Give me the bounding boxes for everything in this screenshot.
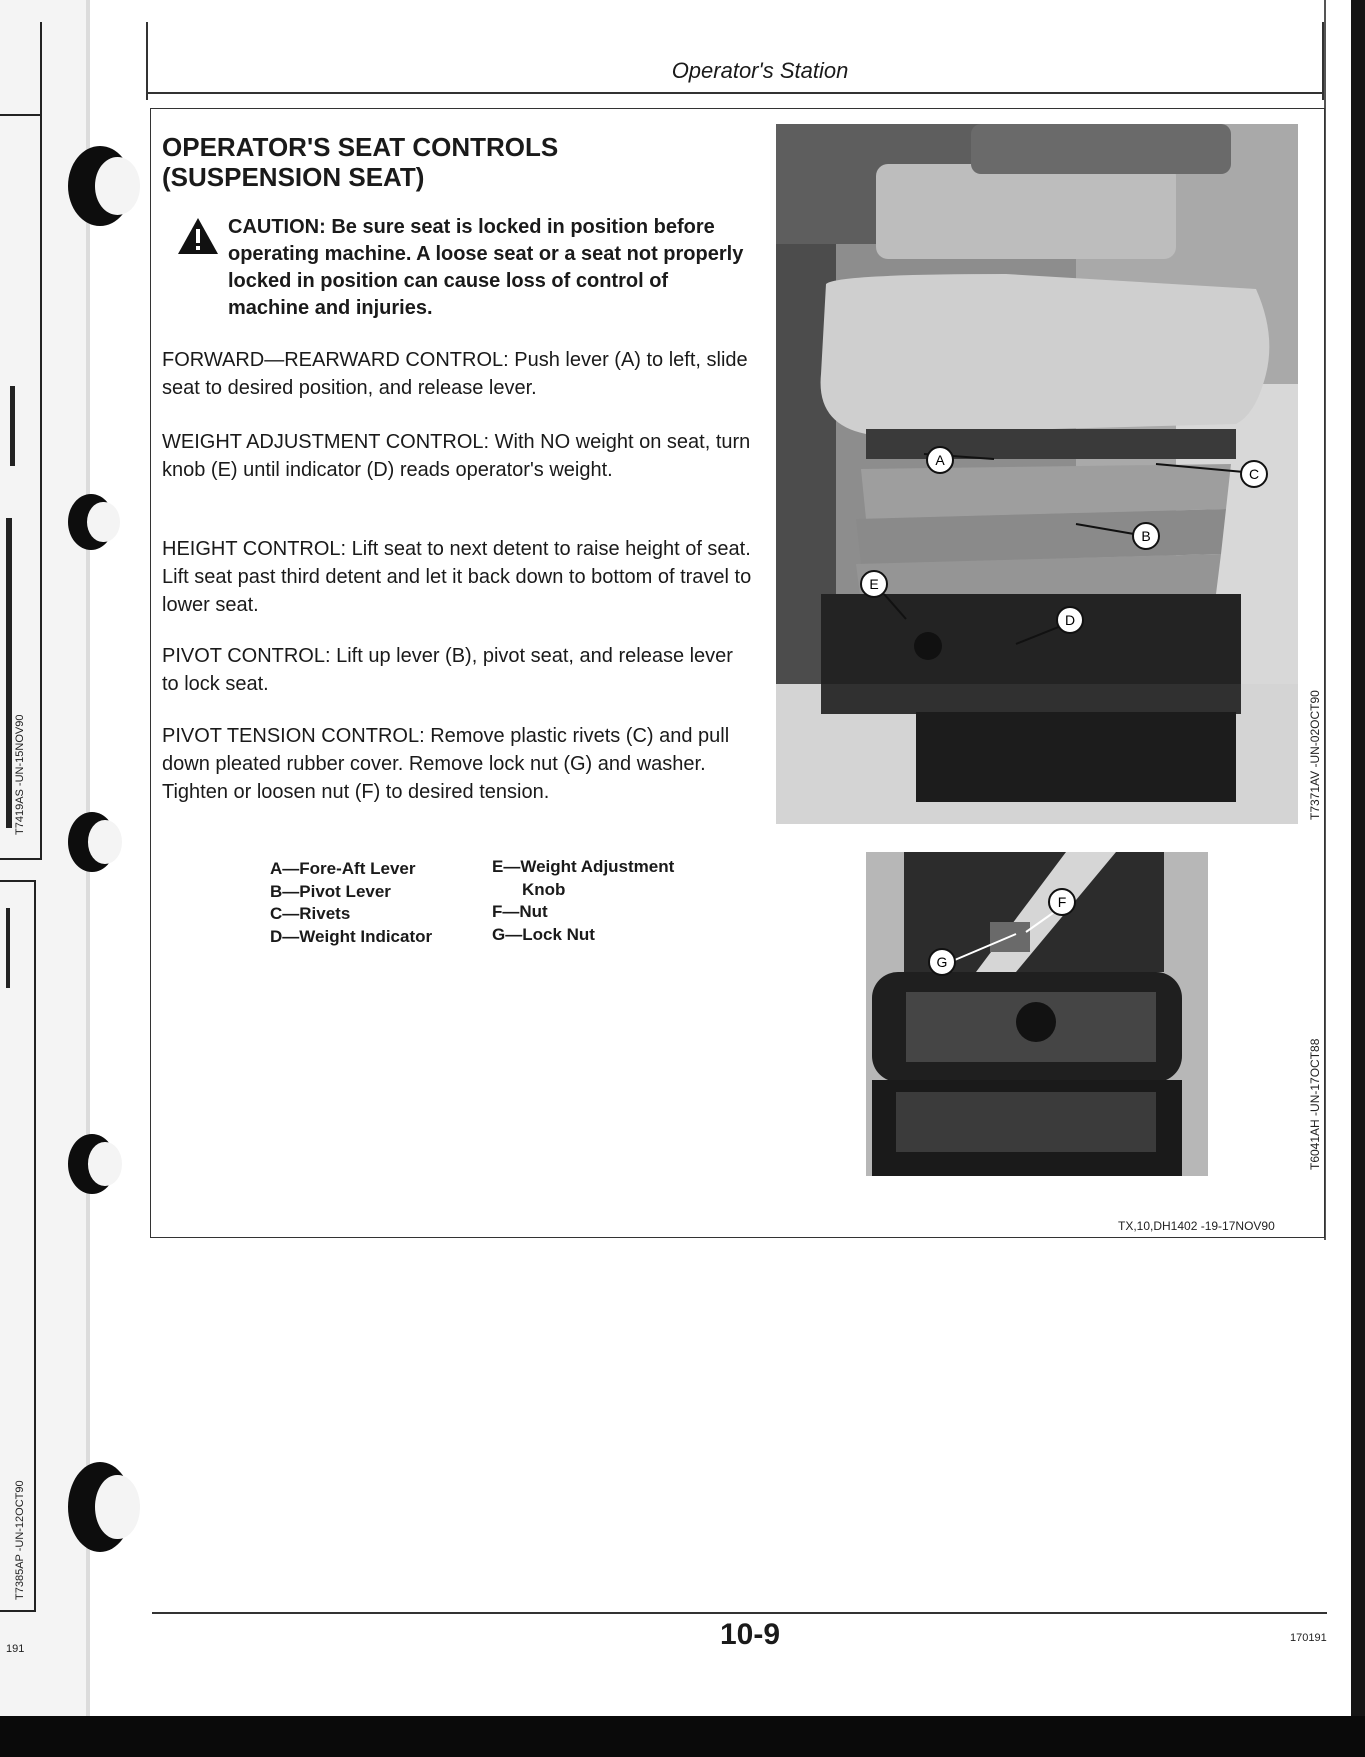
caution-text: CAUTION: Be sure seat is locked in position before operating machine. A loose seat or a seat not properly locked in position can cause loss of control of machine and injuries. (228, 216, 744, 319)
legend-left (270, 858, 490, 948)
legend-item: F—Nut (492, 902, 548, 921)
title-line-2: (SUSPENSION SEAT) (162, 162, 425, 192)
scan-bottom-band (0, 1716, 1365, 1757)
photo-code-top: T7371AV -UN-02OCT90 (1308, 690, 1322, 820)
right-page-edge (1351, 0, 1365, 1757)
callout-label: B (1141, 528, 1151, 544)
para-height-control: HEIGHT CONTROL: Lift seat to next detent to raise height of seat. Lift seat past third detent and let it back down to bottom of travel to lower seat. (162, 538, 752, 616)
footer-code: 170191 (1290, 1632, 1327, 1644)
warning-triangle-icon (176, 216, 220, 256)
binder-hole (68, 812, 116, 872)
page-number: 10-9 (719, 1618, 781, 1651)
margin-rule (0, 1610, 36, 1612)
photo-code-bottom: T6041AH -UN-17OCT88 (1308, 1038, 1322, 1170)
header-rule-left (146, 22, 148, 100)
margin-rule (0, 880, 36, 882)
legend-item-continuation: Knob (522, 879, 566, 899)
header-rule-right (1322, 22, 1324, 100)
margin-rule (0, 858, 42, 860)
para-pivot-control: PIVOT CONTROL: Lift up lever (B), pivot seat, and release lever to lock seat. (162, 645, 733, 695)
para-weight-adjustment: WEIGHT ADJUSTMENT CONTROL: With NO weight on seat, turn knob (E) until indicator (D) reads operator's weight. (162, 431, 751, 481)
para-forward-rearward: FORWARD—REARWARD CONTROL: Push lever (A) to left, slide seat to desired position, and release lever. (162, 349, 748, 399)
margin-number: 191 (6, 1643, 25, 1655)
section-title (162, 132, 722, 192)
title-line-1: OPERATOR'S SEAT CONTROLS (162, 132, 559, 162)
legend-item: D—Weight Indicator (270, 926, 433, 946)
margin-rule (40, 114, 42, 858)
header-section-title: Operator's Station (671, 58, 849, 83)
legend-item: C—Rivets (270, 904, 351, 923)
legend-item: G—Lock Nut (492, 924, 595, 944)
seat-photo-bottom (866, 852, 1208, 1176)
margin-mark (10, 386, 15, 466)
margin-mark (6, 518, 12, 828)
binder-hole (68, 1134, 116, 1194)
legend-item: B—Pivot Lever (270, 881, 391, 901)
binder-hole (68, 494, 114, 550)
legend-item: A—Fore-Aft Lever (270, 859, 416, 878)
binder-hole (68, 146, 132, 226)
header-rule (146, 92, 1324, 94)
callout-label: A (935, 452, 945, 468)
callout-label: C (1248, 466, 1260, 482)
binder-hole (68, 1462, 132, 1552)
callout-label: D (1064, 612, 1076, 628)
footer-rule (152, 1612, 1327, 1614)
margin-rule (0, 114, 42, 116)
callout-label: G (936, 954, 948, 970)
callout-label: E (869, 576, 879, 592)
seat-photo-top (776, 124, 1298, 824)
margin-mark (6, 908, 10, 988)
margin-rule (40, 22, 42, 114)
margin-code-upper: T7419AS -UN-15NOV90 (14, 714, 26, 835)
margin-rule (34, 880, 36, 1610)
callout-label: F (1057, 894, 1067, 910)
legend-item: E—Weight Adjustment (492, 857, 675, 876)
legend-right (492, 856, 722, 946)
margin-code-lower: T7385AP -UN-12OCT90 (14, 1480, 26, 1600)
para-pivot-tension: PIVOT TENSION CONTROL: Remove plastic rivets (C) and pull down pleated rubber cover. Remove lock nut (G) and washer. Tighten or loosen nut (F) to desired tension. (162, 725, 730, 803)
reference-code: TX,10,DH1402 -19-17NOV90 (1118, 1219, 1275, 1233)
